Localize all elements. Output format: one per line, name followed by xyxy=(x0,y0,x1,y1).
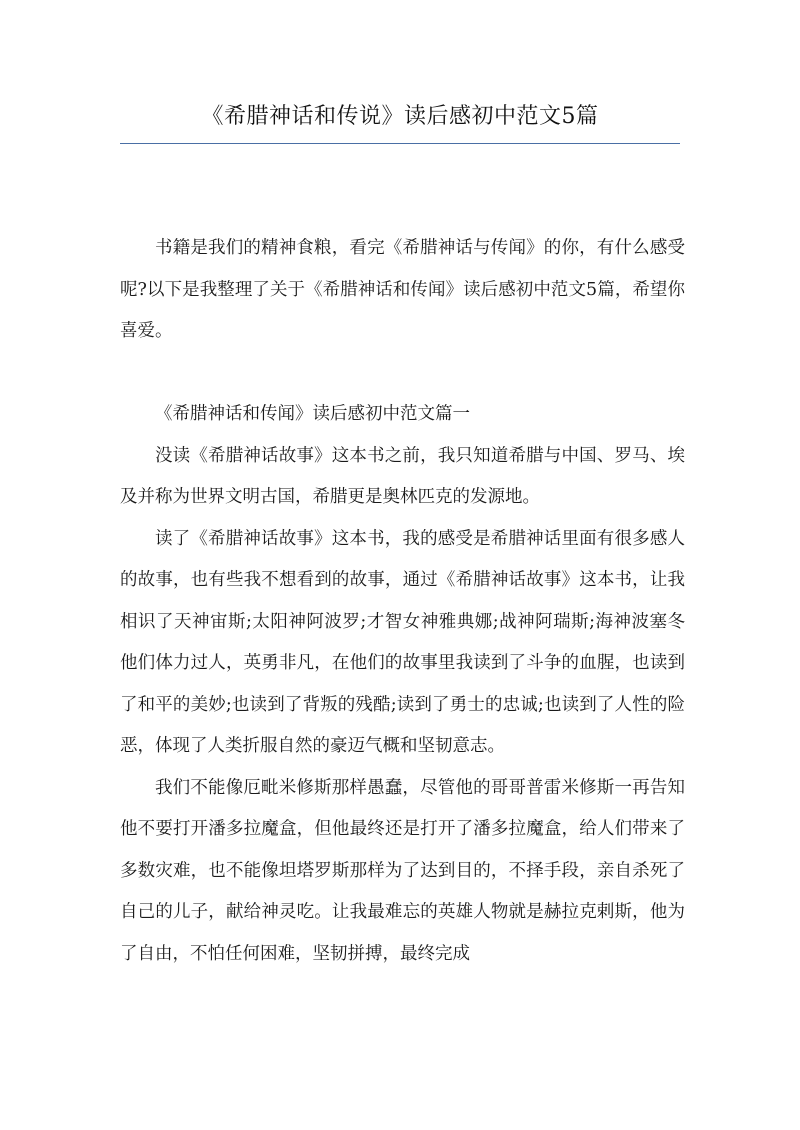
title-underline xyxy=(120,143,680,144)
body-paragraph: 没读《希腊神话故事》这本书之前，我只知道希腊与中国、罗马、埃及并称为世界文明古国，希腊更是奥林匹克的发源地。 xyxy=(120,445,685,507)
body-paragraph: 读了《希腊神话故事》这本书，我的感受是希腊神话里面有很多感人的故事，也有些我不想看到的故事，通过《希腊神话故事》这本书，让我相识了天神宙斯;太阳神阿波罗;才智女神雅典娜;战神阿瑞斯;海神波塞冬他们体力过人，英勇非凡，在他们的故事里我读到了斗争的血腥，也读到了和平的美妙;也读到了背叛的残酷;读到了勇士的忠诚;也读到了人性的险恶，体现了人类折服自然的豪迈气概和坚韧意志。 xyxy=(120,528,685,756)
document-body xyxy=(120,228,685,975)
section-heading: 《希腊神话和传闻》读后感初中范文篇一 xyxy=(155,404,470,424)
intro-paragraph: 书籍是我们的精神食粮，看完《希腊神话与传闻》的你，有什么感受呢?以下是我整理了关于《希腊神话和传闻》读后感初中范文5篇，希望你喜爱。 xyxy=(120,238,685,341)
body-paragraph: 我们不能像厄毗米修斯那样愚蠢，尽管他的哥哥普雷米修斯一再告知他不要打开潘多拉魔盒，但他最终还是打开了潘多拉魔盒，给人们带来了多数灾难，也不能像坦塔罗斯那样为了达到目的，不择手段，亲自杀死了自己的儿子，献给神灵吃。让我最难忘的英雄人物就是赫拉克剌斯，他为了自由，不怕任何困难，坚韧拼搏，最终完成 xyxy=(120,777,685,964)
page-title: 《希腊神话和传说》读后感初中范文5篇 xyxy=(201,104,599,129)
